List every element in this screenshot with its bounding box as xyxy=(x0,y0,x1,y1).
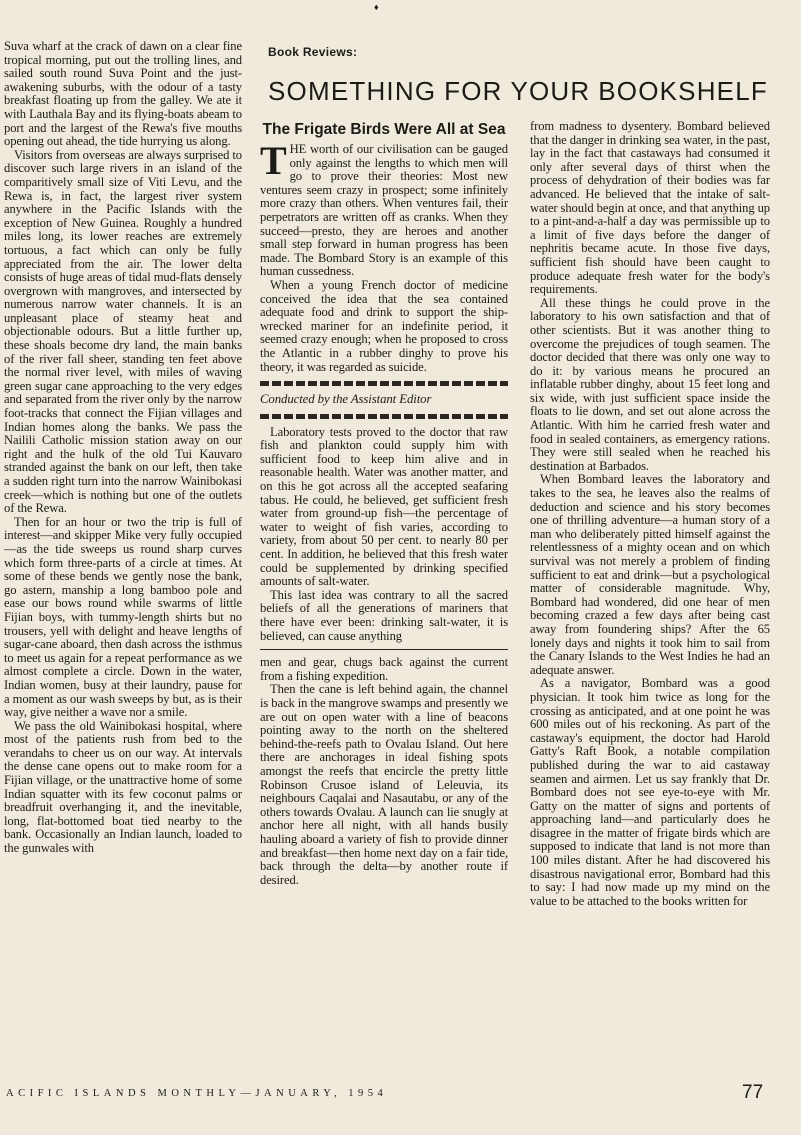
page-number: 77 xyxy=(742,1082,764,1103)
running-footer: ACIFIC ISLANDS MONTHLY—JANUARY, 1954 xyxy=(6,1088,388,1099)
section-label: Book Reviews: xyxy=(268,45,358,59)
intro-text: HE worth of our civilisation can be gauged only against the lengths to which men will go to prove their theories: Most new ventures seem crazy in prospect; some infinitely more crazy than others. When ventures fail, their perpetrators are written off as cranks. When they succeed—presto, they are heroes and another small step forward in human progress has been made. The Bombard Story is an example of this human cussedness. xyxy=(260,142,508,279)
headline-word: SOMETHING xyxy=(268,76,437,106)
drop-cap: T xyxy=(260,138,287,183)
ornamental-divider xyxy=(260,414,508,419)
left-paragraph: Visitors from overseas are always surprised to discover such large rivers in an island of the comparitively small size of Viti Levu, and the Rewa is, in fact, the largest river system anywhere in the Pacific Islands with the exception of New Guinea. Roughly a hundred miles long, its lower reaches are extremely tortuous, a fact which can only be fully appreciated from the air. The lower delta consists of huge areas of tidal mud-flats densely overgrown with mangroves, and intersected by numerous narrow water channels. It is an unpleasant place of steamy heat and objectionable odours. But a little further up, these shoals become dry land, the main banks of the river fall sheer, standing ten feet above the normal river level, with miles of waving green sugar cane approaching to the very edges and separated from the river only by the narrow foot-tracks that connect the Fijian villages and Indian homes along the banks. We pass the Nailili Catholic mission station away on our right and the hulk of the old Tui Kauvaro stranded against the bank on our left, then take a sudden right turn into the narrow Wainibokasi creek—which is nothing but one of the outlets of the Rewa. xyxy=(4,147,242,516)
right-column xyxy=(530,120,770,908)
column-rule xyxy=(260,649,508,650)
headline-word: FOR xyxy=(444,76,503,106)
left-paragraph: Suva wharf at the crack of dawn on a clear fine tropical morning, put out the trolling lines, and sailed south round Suva Point and the just-awakening suburbs, with the odour of a tasty breakfast floating up from the galley. We ate it with Lauthala Bay and its flying-boats abeam to port and the largest of the Rewa's five mouths opening out ahead, the tide hurrying us along. xyxy=(4,39,242,149)
right-paragraph: As a navigator, Bombard was a good physician. It took him twice as long for the crossing as anticipated, and at one point he was 600 miles out of his reckoning. As part of the castaway's equipment, the doctor had Harold Gatty's Raft Book, a notable compilation published during the war to aid castaway seamen and airmen. Let us say frankly that Dr. Bombard does not see eye-to-eye with Mr. Gatty on the matter of signs and portents of approaching land—and particularly does he disagree in the matter of frigate birds which are supposed to indicate that land is not more than 100 miles distant. After he had discovered his disastrous navigational error, Bombard had this to say: I had now made up my mind on the value to be attached to the books written for xyxy=(530,676,770,908)
ornamental-divider xyxy=(260,381,508,386)
mid-paragraph: men and gear, chugs back against the current from a fishing expedition. xyxy=(260,655,508,683)
subhead: The Frigate Birds Were All at Sea xyxy=(262,121,506,138)
mid-paragraph: When a young French doctor of medicine conceived the idea that the sea contained adequate food and drink to support the ship-wrecked mariner for an indefinite period, it seemed crazy enough; when he proposed to cross the Atlantic in a rubber dinghy to prove his theory, it was regarded as suicide. xyxy=(260,277,508,374)
mid-paragraph: Laboratory tests proved to the doctor that raw fish and plankton could supply him with sufficient food to keep him alive and in reasonable health. Water was another matter, and on this he got across all the accepted seafaring tabus. He could, he believed, get sufficient fresh water from ground-up fish—the percentage of water to weight of fish varies, according to variety, from about 50 per cent. to nearly 80 per cent. In addition, he believed that this fresh water could be supplemented by drinking specified amounts of salt-water. xyxy=(260,424,508,589)
right-paragraph: from madness to dysentery. Bombard believed that the danger in drinking sea water, in the past, lay in the fact that castaways had consumed it only after several days of thirst when the process of dehydration of their bodies was far advanced. He believed that the intake of salt-water should begin at once, and that anything up to a pint-and-a-half a day was permissible up to a limit of five days before the danger of nephritis became acute. In those five days, sufficient fish should have been caught to produce adequate fresh water for the body's requirements. xyxy=(530,119,770,297)
right-paragraph: All these things he could prove in the laboratory to his own satisfaction and that of other scientists. But it was another thing to overcome the prejudices of tough seamen. The doctor decided that there was only one way to do it: by various means he procured an inflatable rubber dinghy, about 15 feet long and six wide, with just sufficient space inside the floats to lie down, and set out alone across the Atlantic. With him he carried fresh water and food in sealed containers, as emergency rations. They were still sealed when he reached his destination at Barbados. xyxy=(530,295,770,473)
top-ornament: ♦ xyxy=(374,2,379,12)
headline-word: BOOKSHELF xyxy=(598,76,768,106)
left-paragraph: We pass the old Wainibokasi hospital, where most of the patients rush from bed to the verandahs to cheer us on our way. At intervals the dense cane opens out to make room for a Fijian village, or the unattractive home of some Indian squatter with its few coconut palms or breadfruit overhanging it, and the inevitable, long, flat-bottomed boat tied nearby to the bank. Occasionally an Indian launch, loaded to the gunwales with xyxy=(4,718,242,856)
right-paragraph: When Bombard leaves the laboratory and takes to the sea, he leaves also the realms of deduction and science and his story becomes one of thrilling adventure—a human story of a man who deliberately pitted himself against the relentlessness of a mighty ocean and on which survival was not merely a problem of finding sufficient to eat and drink—but a psychological matter of considerable magnitude. Why, Bombard had wondered, did one hear of men becoming crazed a few days after being cast away from foundering ships? After the 65 lonely days and nights it took him to sail from the Canary Islands to the West Indies he had an adequate answer. xyxy=(530,472,770,677)
mid-paragraph: Then the cane is left behind again, the channel is back in the mangrove swamps and presently we are out on open water with a line of beacons pointing away to the north on the sheltered behind-the-reefs path to Ovalau Island. Out here there are anchorages in ideal fishing spots amongst the reefs that encircle the pretty little Robinson Crusoe island of Leleuvia, its neighbours Caqalai and Nasautabu, or any of the others towards Ovalau. A launch can lie snugly at anchor here all night, with all hands busily hauling aboard a variety of fish to provide dinner and breakfast—then home next day on a fair tide, back through the delta—by another route if desired. xyxy=(260,682,508,887)
headline-word: YOUR xyxy=(510,76,591,106)
middle-column xyxy=(260,120,508,887)
intro-paragraph xyxy=(260,138,508,279)
left-paragraph: Then for an hour or two the trip is full of interest—and skipper Mike very fully occupied—as the tide sweeps us round sharp curves which form three-parts of a circle at times. At some of these bends we gently nose the bank, go astern, manship a long bamboo pole and ease our bows round while swarms of little Fijian boys, with tummy-length shirts but no trousers, yell with delight and heave lengths of sugar-cane aboard, then dash across the isthmus to meet us again for a repeat performance as we almost complete a circle. Down in the water, Indian women, busy at their laundry, pause for a moment as our wash sweeps by but, as is their way, give neither a wave nor a smile. xyxy=(4,514,242,720)
byline: Conducted by the Assistant Editor xyxy=(260,392,432,407)
mid-paragraph: This last idea was contrary to all the sacred beliefs of all the generations of mariners that there have ever been: drinking salt-water, it is believed, can cause anything xyxy=(260,587,508,643)
left-column xyxy=(4,40,242,856)
headline xyxy=(268,76,768,107)
